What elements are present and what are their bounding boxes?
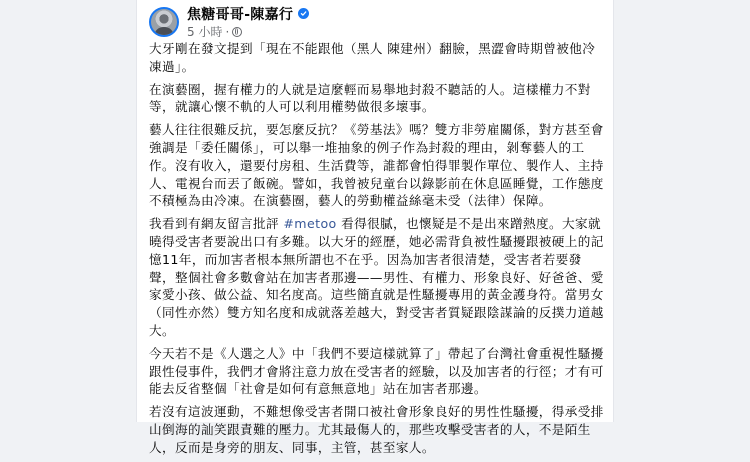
post-timestamp[interactable]: 5 小時 xyxy=(187,25,223,39)
paragraph-text: 我看到有網友留言批評 xyxy=(149,216,284,232)
post-paragraph-1: 大牙剛在發文提到「現在不能跟他（黑人 陳建州）翻臉，黑澀會時期曾被他冷凍過」。 xyxy=(149,41,596,74)
post-timestamp-row xyxy=(187,24,309,40)
globe-icon[interactable] xyxy=(232,27,242,37)
post-meta xyxy=(187,5,309,40)
post-paragraph-2: 在演藝圈，握有權力的人就是這麼輕而易舉地封殺不聽話的人。這樣權力不對等，就讓心懷不軌的人可以利用權勢做很多壞事。 xyxy=(149,81,591,115)
post-header xyxy=(149,4,309,40)
post-body xyxy=(149,40,607,462)
author-avatar[interactable] xyxy=(149,7,179,37)
hashtag-link[interactable]: #metoo xyxy=(283,216,337,232)
author-name[interactable]: 焦糖哥哥-陳嘉行 xyxy=(187,6,294,23)
paragraph-text: 看得很膩，也懷疑是不是出來蹭熱度。大家就曉得受害者要說出口有多難。以大牙的經歷，她必需背負被性騷擾跟被硬上的記憶11年，而加害者根本無所謂也不在乎。因為加害者很清楚，受害者若要發聲，整個社會多數會站在加害者那邊——男性、有權力、形象良好、好爸爸、愛家愛小孩、做公益、知名度高。這些簡直就是性騷擾專用的黃金護身符。當男女（同性亦然）雙方知名度和成就落差越大，對受害者質疑跟陰謀論的反撲力道越大。 xyxy=(149,216,604,338)
post-paragraph-5: 今天若不是《人選之人》中「我們不要這樣就算了」帶起了台灣社會重視性騷擾跟性侵事件，我們才會將注意力放在受害者的經驗，以及加害者的行徑；才有可能去反省整個「社會是如何有意無意地」站在加害者那邊。 xyxy=(149,345,604,397)
author-name-row xyxy=(187,5,309,23)
separator-dot: · xyxy=(225,24,230,39)
post-paragraph-3: 藝人往往很難反抗，要怎麼反抗？《勞基法》嗎？雙方非勞雇關係，對方甚至會強調是「委任關係」，可以舉一堆抽象的例子作為封殺的理由，剝奪藝人的工作。沒有收入，還要付房租、生活費等，誰都會怕得罪製作單位、製作人、主持人、電視台而丟了飯碗。譬如，我曾被兒童台以錄影前在休息區睡覺，工作態度不積極為由冷凍。在演藝圈，藝人的勞動權益絲毫未受（法律）保障。 xyxy=(149,122,604,209)
verified-badge-icon xyxy=(298,8,309,19)
post-paragraph-6: 若沒有這波運動，不難想像受害者開口被社會形象良好的男性性騷擾，得承受排山倒海的訕笑跟責難的壓力。尤其最傷人的，那些攻擊受害者的人，不是陌生人，反而是身旁的朋友、同事，主管，甚至家人。 xyxy=(149,404,604,455)
post-card xyxy=(136,0,614,455)
post-paragraph-4 xyxy=(149,215,607,340)
